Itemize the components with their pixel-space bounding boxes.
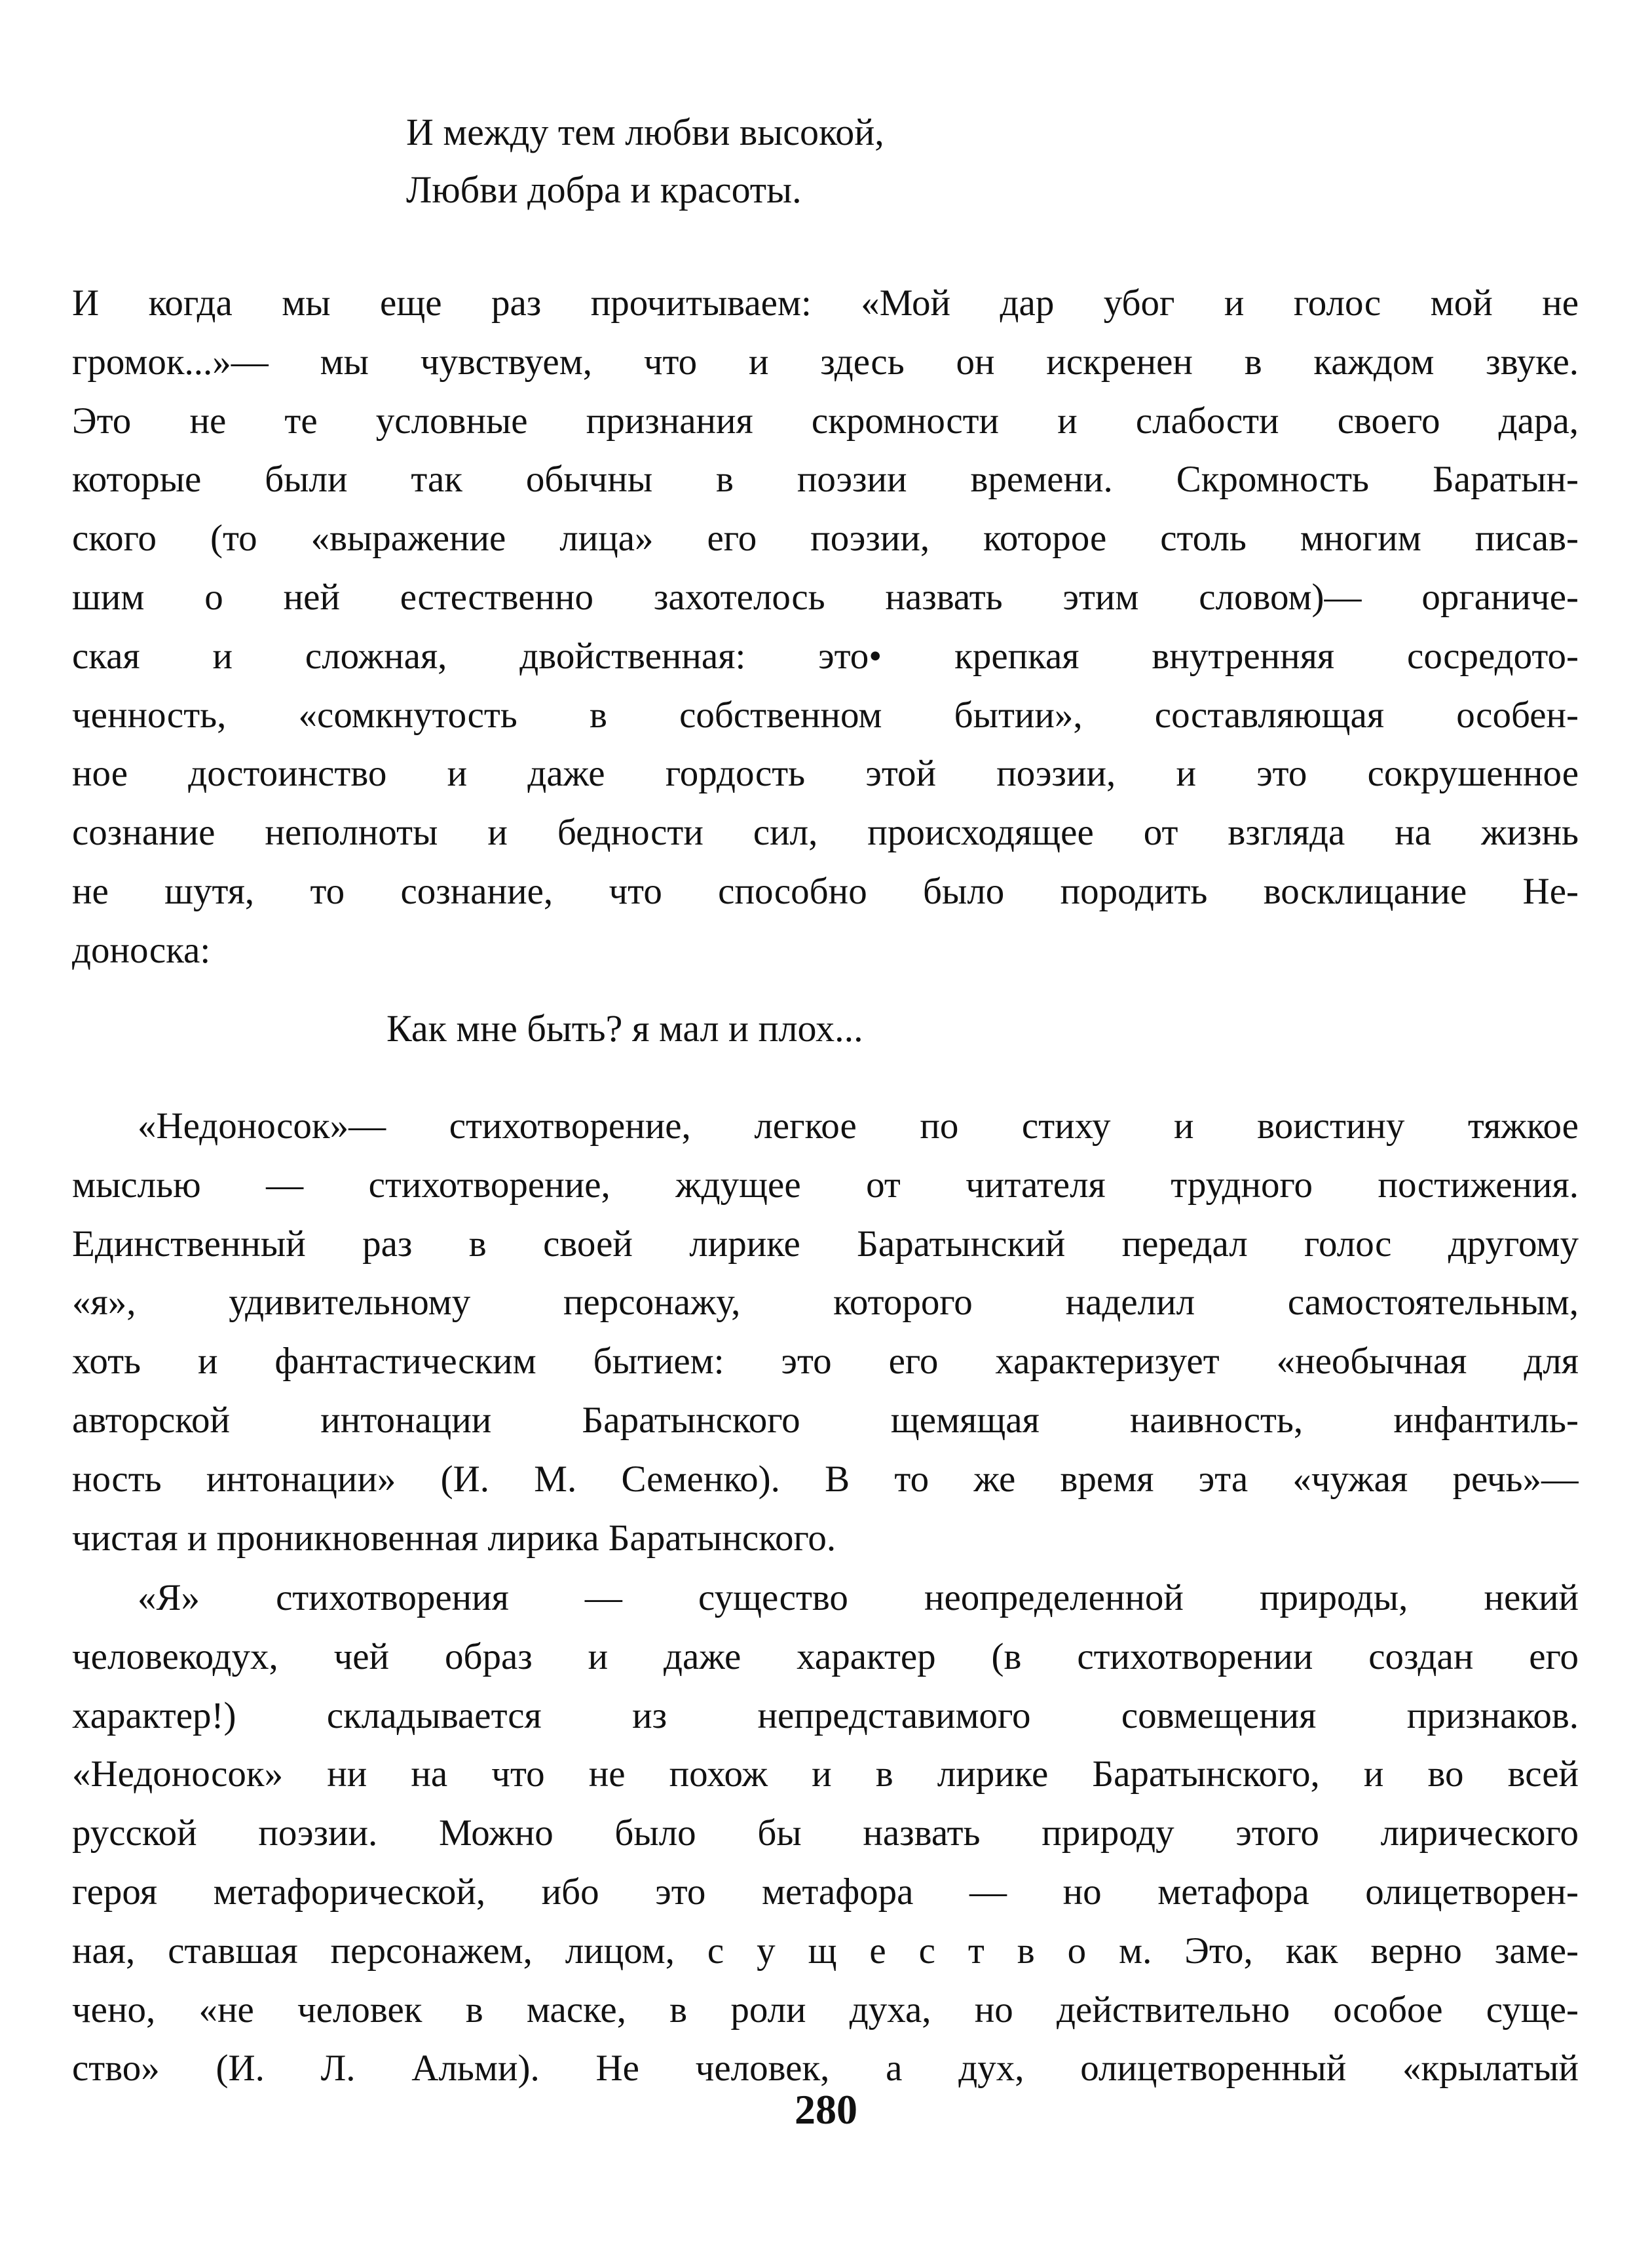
text-line: характер!) складывается из непредставимого совмещения признаков.	[72, 1694, 1579, 1736]
epigraph	[406, 104, 884, 219]
text-line: авторской интонации Баратынского щемящая наивность, инфантиль-	[72, 1399, 1579, 1441]
text-line: ная, ставшая персонажем, лицом, с у щ е с т в о м. Это, как верно заме-	[72, 1930, 1579, 1972]
text-line: «я», удивительному персонажу, которого наделил самостоятельным,	[72, 1282, 1579, 1324]
text-line: сознание неполноты и бедности сил, происходящее от взгляда на жизнь	[72, 812, 1579, 854]
text-line: ность интонации» (И. М. Семенко). В то же время эта «чужая речь»—	[72, 1458, 1579, 1500]
text-line: ное достоинство и даже гордость этой поэзии, и это сокрушенное	[72, 753, 1579, 795]
text-line: не шутя, то сознание, что способно было породить восклицание Не-	[72, 870, 1579, 912]
text-line: героя метафорической, ибо это метафора — но метафора олицетворен-	[72, 1871, 1579, 1913]
text-line: «Недоносок» ни на что не похож и в лирике Баратынского, и во всей	[72, 1753, 1579, 1795]
page-number: 280	[795, 2086, 857, 2133]
text-line: доноска:	[72, 929, 211, 971]
text-line: ченность, «сомкнутость в собственном бытии», составляющая особен-	[72, 694, 1579, 736]
text-line: русской поэзии. Можно было бы назвать природу этого лирического	[72, 1812, 1579, 1854]
quote-line	[386, 1000, 863, 1058]
paragraph-2	[72, 1097, 1579, 1567]
epigraph-line: И между тем любви высокой,	[406, 111, 884, 153]
quote-text: Как мне быть? я мал и плох...	[386, 1007, 863, 1050]
paragraph-3	[72, 1569, 1579, 2098]
text-line: шим о ней естественно захотелось назвать этим словом)— органиче-	[72, 576, 1579, 618]
epigraph-line: Любви добра и красоты.	[406, 168, 802, 211]
text-line: которые были так обычны в поэзии времени. Скромность Баратын-	[72, 459, 1579, 501]
text-line: человекодух, чей образ и даже характер (в стихотворении создан его	[72, 1635, 1579, 1677]
text-line: чено, «не человек в маске, в роли духа, но действительно особое суще-	[72, 1989, 1579, 2031]
text-line: И когда мы еще раз прочитываем: «Мой дар убог и голос мой не	[72, 282, 1579, 324]
text-line: Единственный раз в своей лирике Баратынский передал голос другому	[72, 1223, 1579, 1265]
text-line: Это не те условные признания скромности и слабости своего дара,	[72, 400, 1579, 442]
text-line: мыслью — стихотворение, ждущее от читателя трудного постижения.	[72, 1164, 1579, 1206]
text-line: ского (то «выражение лица» его поэзии, которое столь многим писав-	[72, 518, 1579, 560]
text-line: хоть и фантастическим бытием: это его характеризует «необычная для	[72, 1341, 1579, 1382]
text-line: «Я» стихотворения — существо неопределенной природы, некий	[138, 1577, 1579, 1618]
text-line: ская и сложная, двойственная: это• крепкая внутренняя сосредото-	[72, 635, 1579, 677]
paragraph-1	[72, 274, 1579, 980]
text-line: ство» (И. Л. Альми). Не человек, а дух, олицетворенный «крылатый	[72, 2048, 1579, 2089]
text-line: «Недоносок»— стихотворение, легкое по стиху и воистину тяжкое	[138, 1105, 1579, 1147]
text-line: чистая и проникновенная лирика Баратынского.	[72, 1517, 836, 1559]
text-line: громок...»— мы чувствуем, что и здесь он искренен в каждом звуке.	[72, 341, 1579, 383]
